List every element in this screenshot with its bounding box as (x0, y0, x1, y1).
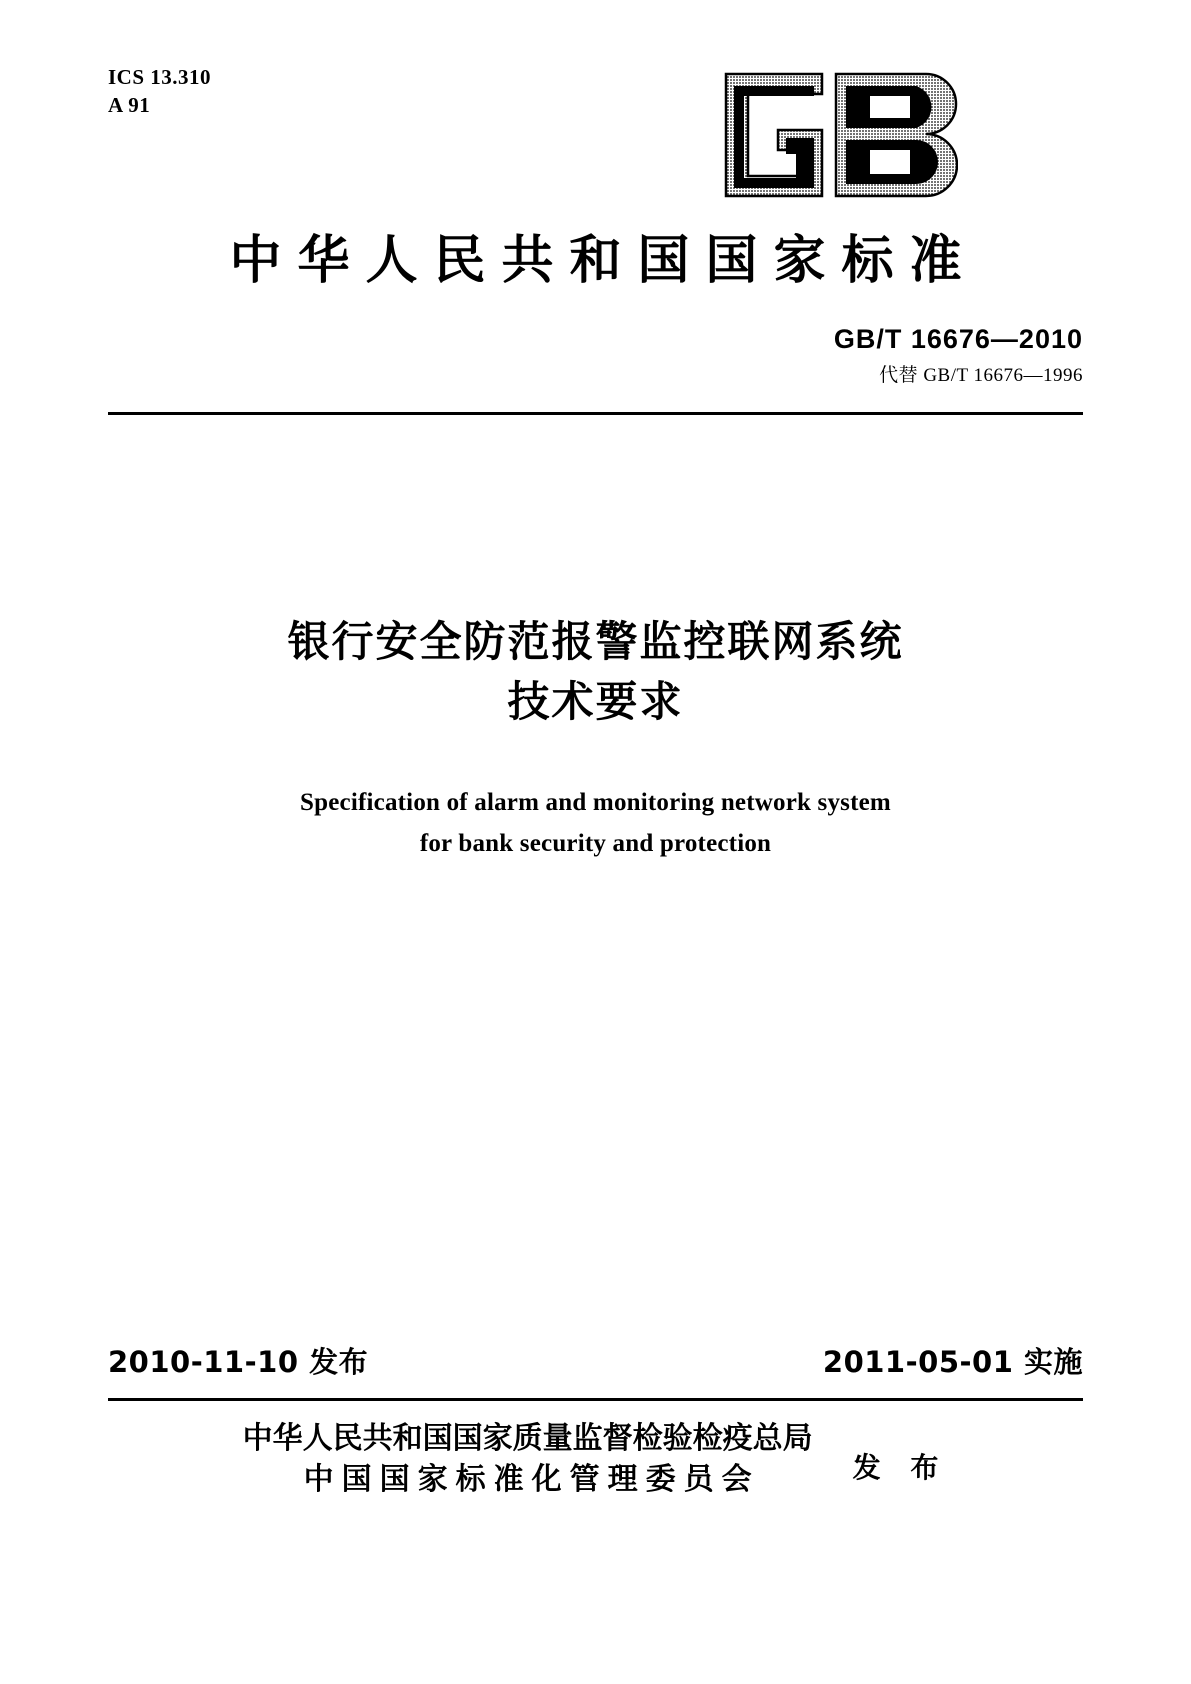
document-title-zh-line2: 技术要求 (507, 676, 684, 726)
document-title-en-line2: for bank security and protection (419, 830, 772, 858)
publisher-org-line2: 中国国家标准化管理委员会 (303, 1462, 760, 1498)
standard-number: GB/T 16676—2010 (833, 324, 1083, 354)
standard-number-block (834, 324, 1083, 387)
document-title-zh-line1: 银行安全防范报警监控联网系统 (287, 617, 904, 666)
implementation-date: 2011-05-01 实施 (822, 1345, 1083, 1379)
classification-code: A 91 (108, 92, 151, 117)
document-title-zh (0, 612, 1191, 731)
publisher-block (0, 1418, 1191, 1501)
bottom-divider (108, 1398, 1083, 1401)
top-divider (108, 412, 1083, 415)
document-title-en (0, 782, 1191, 865)
publisher-org-line1: 中华人民共和国国家质量监督检验检疫总局 (242, 1421, 813, 1456)
ics-code-block (108, 64, 211, 119)
publisher-verb: 发 布 (852, 1451, 949, 1485)
standard-replaces: 代替 GB/T 16676—1996 (879, 365, 1083, 386)
date-row (108, 1340, 1083, 1381)
national-standard-heading: 中华人民共和国国家标准 (229, 231, 978, 291)
publisher-organizations (243, 1418, 813, 1501)
issue-date: 2010-11-10 发布 (108, 1345, 369, 1379)
gb-emblem-icon (718, 70, 958, 200)
ics-code: ICS 13.310 (108, 65, 212, 89)
document-title-en-line1: Specification of alarm and monitoring network system (300, 789, 891, 816)
